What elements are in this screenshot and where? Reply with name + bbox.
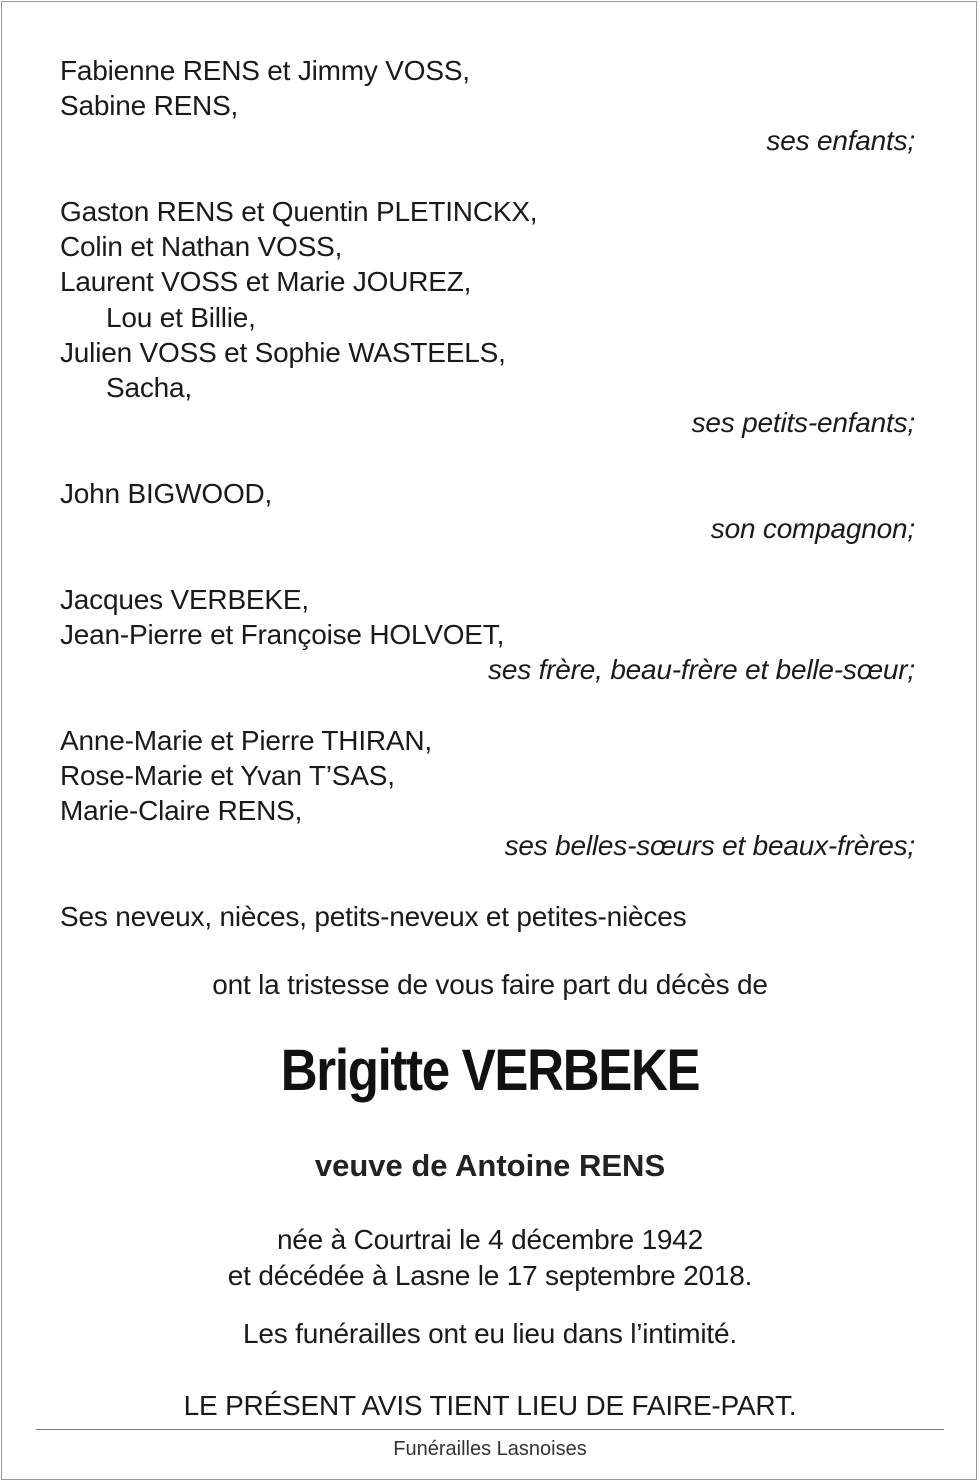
grandchild-line: Colin et Nathan VOSS, — [60, 231, 343, 262]
sibling-line: Jacques VERBEKE, — [60, 584, 309, 615]
relation-label-children: ses enfants; — [766, 125, 915, 156]
in-law-line: Rose-Marie et Yvan T’SAS, — [60, 760, 395, 791]
death-line: et décédée à Lasne le 17 septembre 2018. — [227, 1260, 753, 1291]
relation-label-siblings: ses frère, beau-frère et belle-sœur; — [488, 654, 915, 685]
announcement-text: ont la tristesse de vous faire part du décès de — [212, 969, 768, 1000]
grandchild-line: Laurent VOSS et Marie JOUREZ, — [60, 266, 472, 297]
footer-divider — [36, 1429, 944, 1430]
nephews-line: Ses neveux, nièces, petits-neveux et petites-nièces — [60, 901, 687, 932]
in-law-line: Marie-Claire RENS, — [60, 795, 303, 826]
child-line: Sabine RENS, — [60, 90, 239, 121]
child-line: Fabienne RENS et Jimmy VOSS, — [60, 55, 470, 86]
notice-line: LE PRÉSENT AVIS TIENT LIEU DE FAIRE-PART. — [183, 1390, 797, 1421]
grandchild-line: Julien VOSS et Sophie WASTEELS, — [60, 337, 506, 368]
relation-label-grandchildren: ses petits-enfants; — [691, 407, 915, 438]
funeral-line: Les funérailles ont eu lieu dans l’intimité. — [243, 1318, 737, 1349]
funeral-home-name: Funérailles Lasnoises — [393, 1438, 587, 1460]
relation-label-in-laws: ses belles-sœurs et beaux-frères; — [504, 830, 915, 861]
companion-line: John BIGWOOD, — [60, 478, 273, 509]
deceased-name: Brigitte VERBEKE — [280, 1038, 700, 1103]
in-law-line: Anne-Marie et Pierre THIRAN, — [60, 725, 433, 756]
great-grandchild-line: Sacha, — [106, 372, 192, 403]
great-grandchild-line: Lou et Billie, — [106, 302, 256, 333]
relation-label-companion: son compagnon; — [710, 513, 915, 544]
sibling-line: Jean-Pierre et Françoise HOLVOET, — [60, 619, 505, 650]
grandchild-line: Gaston RENS et Quentin PLETINCKX, — [60, 196, 538, 227]
birth-line: née à Courtrai le 4 décembre 1942 — [276, 1224, 704, 1255]
widow-of-line: veuve de Antoine RENS — [314, 1148, 666, 1183]
